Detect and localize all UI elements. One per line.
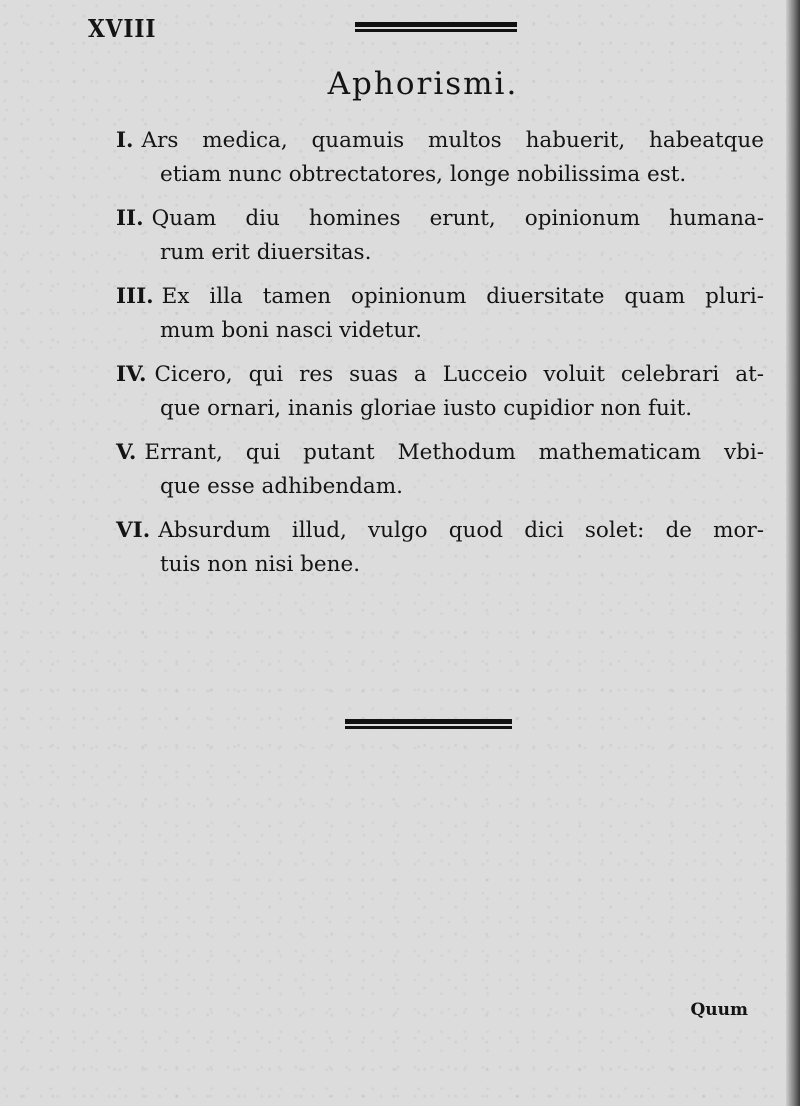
aphorism-line: que ornari, inanis gloriae iusto cupidior non fuit.	[160, 396, 693, 421]
aphorism-item	[116, 202, 764, 270]
aphorism-number: IV.	[116, 362, 147, 387]
aphorism-line: Errant, qui putant Methodum mathematicam vbi-	[144, 440, 764, 465]
bottom-ornament-rule	[345, 719, 512, 731]
aphorism-line: Ars medica, quamuis multos habuerit, habeatque	[141, 128, 764, 153]
aphorism-number: II.	[116, 206, 144, 231]
aphorism-line: Absurdum illud, vulgo quod dici solet: de mor-	[158, 518, 764, 543]
aphorism-line: mum boni nasci videtur.	[160, 318, 422, 343]
aphorism-list	[116, 124, 764, 592]
aphorism-line: Cicero, qui res suas a Lucceio voluit celebrari at-	[154, 362, 764, 387]
aphorism-item	[116, 436, 764, 504]
aphorism-item	[116, 514, 764, 582]
aphorism-item	[116, 124, 764, 192]
aphorism-line: Quam diu homines erunt, opinionum humana-	[151, 206, 764, 231]
aphorism-number: III.	[116, 284, 154, 309]
catchword: Quum	[690, 1000, 748, 1020]
top-ornament-rule	[355, 22, 517, 34]
aphorism-line: Ex illa tamen opinionum diuersitate quam pluri-	[161, 284, 764, 309]
aphorism-line: rum erit diuersitas.	[160, 240, 372, 265]
page-number: XVIII	[88, 14, 157, 43]
aphorism-number: I.	[116, 128, 134, 153]
aphorism-item	[116, 358, 764, 426]
aphorism-line: que esse adhibendam.	[160, 474, 403, 499]
aphorism-number: V.	[116, 440, 137, 465]
page-heading: Aphorismi.	[327, 66, 519, 102]
page-edge-shadow	[786, 0, 800, 1106]
aphorism-line: tuis non nisi bene.	[160, 552, 361, 577]
aphorism-item	[116, 280, 764, 348]
aphorism-line: etiam nunc obtrectatores, longe nobilissima est.	[160, 162, 687, 187]
aphorism-number: VI.	[116, 518, 151, 543]
